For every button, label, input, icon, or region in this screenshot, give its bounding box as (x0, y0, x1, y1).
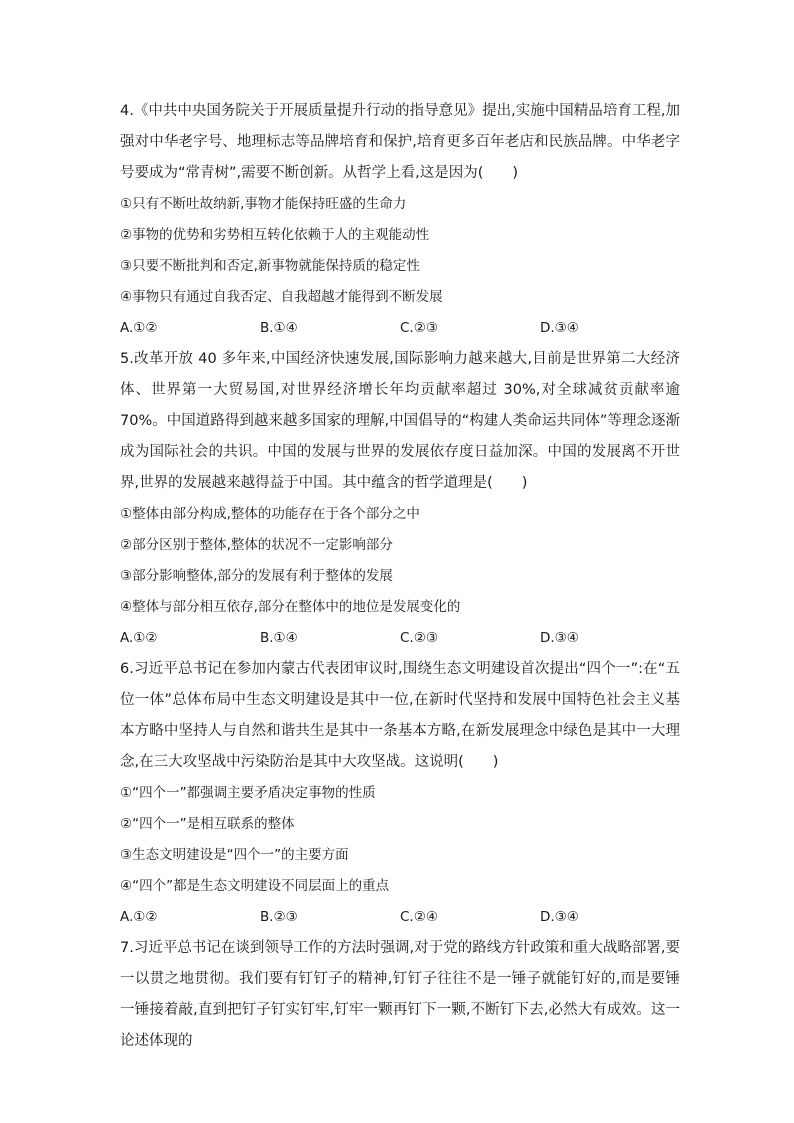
statement-4: ④事物只有通过自我否定、自我超越才能得到不断发展 (120, 289, 443, 305)
answer-choices (120, 623, 680, 654)
choice-a[interactable]: A.①② (120, 909, 158, 925)
exam-page (120, 96, 680, 1057)
choice-a[interactable]: A.①② (120, 320, 158, 336)
statement-3: ③部分影响整体,部分的发展有利于整体的发展 (120, 568, 393, 584)
question-stem: 7.习近平总书记在谈到领导工作的方法时强调,对于党的路线方针政策和重大战略部署,要一以贯之地贯彻。我们要有钉钉子的精神,钉钉子往往不是一锤子就能钉好的,而是要锤一锤接着敲,直到把钉子钉实钉牢,钉牢一颗再钉下一颗,不断钉下去,必然大有成效。这一论述体现的 (120, 940, 680, 1049)
statement-3: ③只要不断批判和否定,新事物就能保持质的稳定性 (120, 258, 420, 274)
choice-b[interactable]: B.②③ (260, 909, 298, 925)
question-7 (120, 933, 680, 1057)
statement-1: ①只有不断吐故纳新,事物才能保持旺盛的生命力 (120, 196, 407, 212)
choice-a[interactable]: A.①② (120, 630, 158, 646)
statement-4: ④“四个”都是生态文明建设不同层面上的重点 (120, 878, 390, 894)
choice-d[interactable]: D.③④ (540, 630, 579, 646)
question-stem: 6.习近平总书记在参加内蒙古代表团审议时,围绕生态文明建设首次提出“四个一”:在“五位一体”总体布局中生态文明建设是其中一位,在新时代坚持和发展中国特色社会主义基本方略中坚持人与自然和谐共生是其中一条基本方略,在新发展理念中绿色是其中一大理念,在三大攻坚战中污染防治是其中大攻坚战。这说明( ) (120, 661, 680, 770)
choice-c[interactable]: C.②③ (400, 630, 438, 646)
choice-c[interactable]: C.②④ (400, 909, 438, 925)
question-4 (120, 96, 680, 344)
question-5 (120, 344, 680, 654)
answer-choices (120, 902, 680, 933)
choice-d[interactable]: D.③④ (540, 909, 579, 925)
choice-b[interactable]: B.①④ (260, 630, 298, 646)
statement-1: ①整体由部分构成,整体的功能存在于各个部分之中 (120, 506, 420, 522)
answer-choices (120, 313, 680, 344)
question-stem: 4.《中共中央国务院关于开展质量提升行动的指导意见》提出,实施中国精品培育工程,加强对中华老字号、地理标志等品牌培育和保护,培育更多百年老店和民族品牌。中华老字号要成为“常青树”,需要不断创新。从哲学上看,这是因为( ) (120, 103, 680, 181)
statement-2: ②部分区别于整体,整体的状况不一定影响部分 (120, 537, 393, 553)
statement-4: ④整体与部分相互依存,部分在整体中的地位是发展变化的 (120, 599, 461, 615)
statement-2: ②“四个一”是相互联系的整体 (120, 816, 295, 832)
choice-b[interactable]: B.①④ (260, 320, 298, 336)
statement-2: ②事物的优势和劣势相互转化依赖于人的主观能动性 (120, 227, 430, 243)
question-6 (120, 654, 680, 933)
statement-3: ③生态文明建设是“四个一”的主要方面 (120, 847, 349, 863)
question-stem: 5.改革开放 40 多年来,中国经济快速发展,国际影响力越来越大,目前是世界第二大经济体、世界第一大贸易国,对世界经济增长年均贡献率超过 30%,对全球减贫贡献率逾 70%。中国道路得到越来越多国家的理解,中国倡导的“构建人类命运共同体”等理念逐渐成为国际社会的共识。中国的发展与世界的发展依存度日益加深。中国的发展离不开世界,世界的发展越来越得益于中国。其中蕴含的哲学道理是( ) (120, 351, 680, 491)
statement-1: ①“四个一”都强调主要矛盾决定事物的性质 (120, 785, 376, 801)
choice-c[interactable]: C.②③ (400, 320, 438, 336)
choice-d[interactable]: D.③④ (540, 320, 579, 336)
